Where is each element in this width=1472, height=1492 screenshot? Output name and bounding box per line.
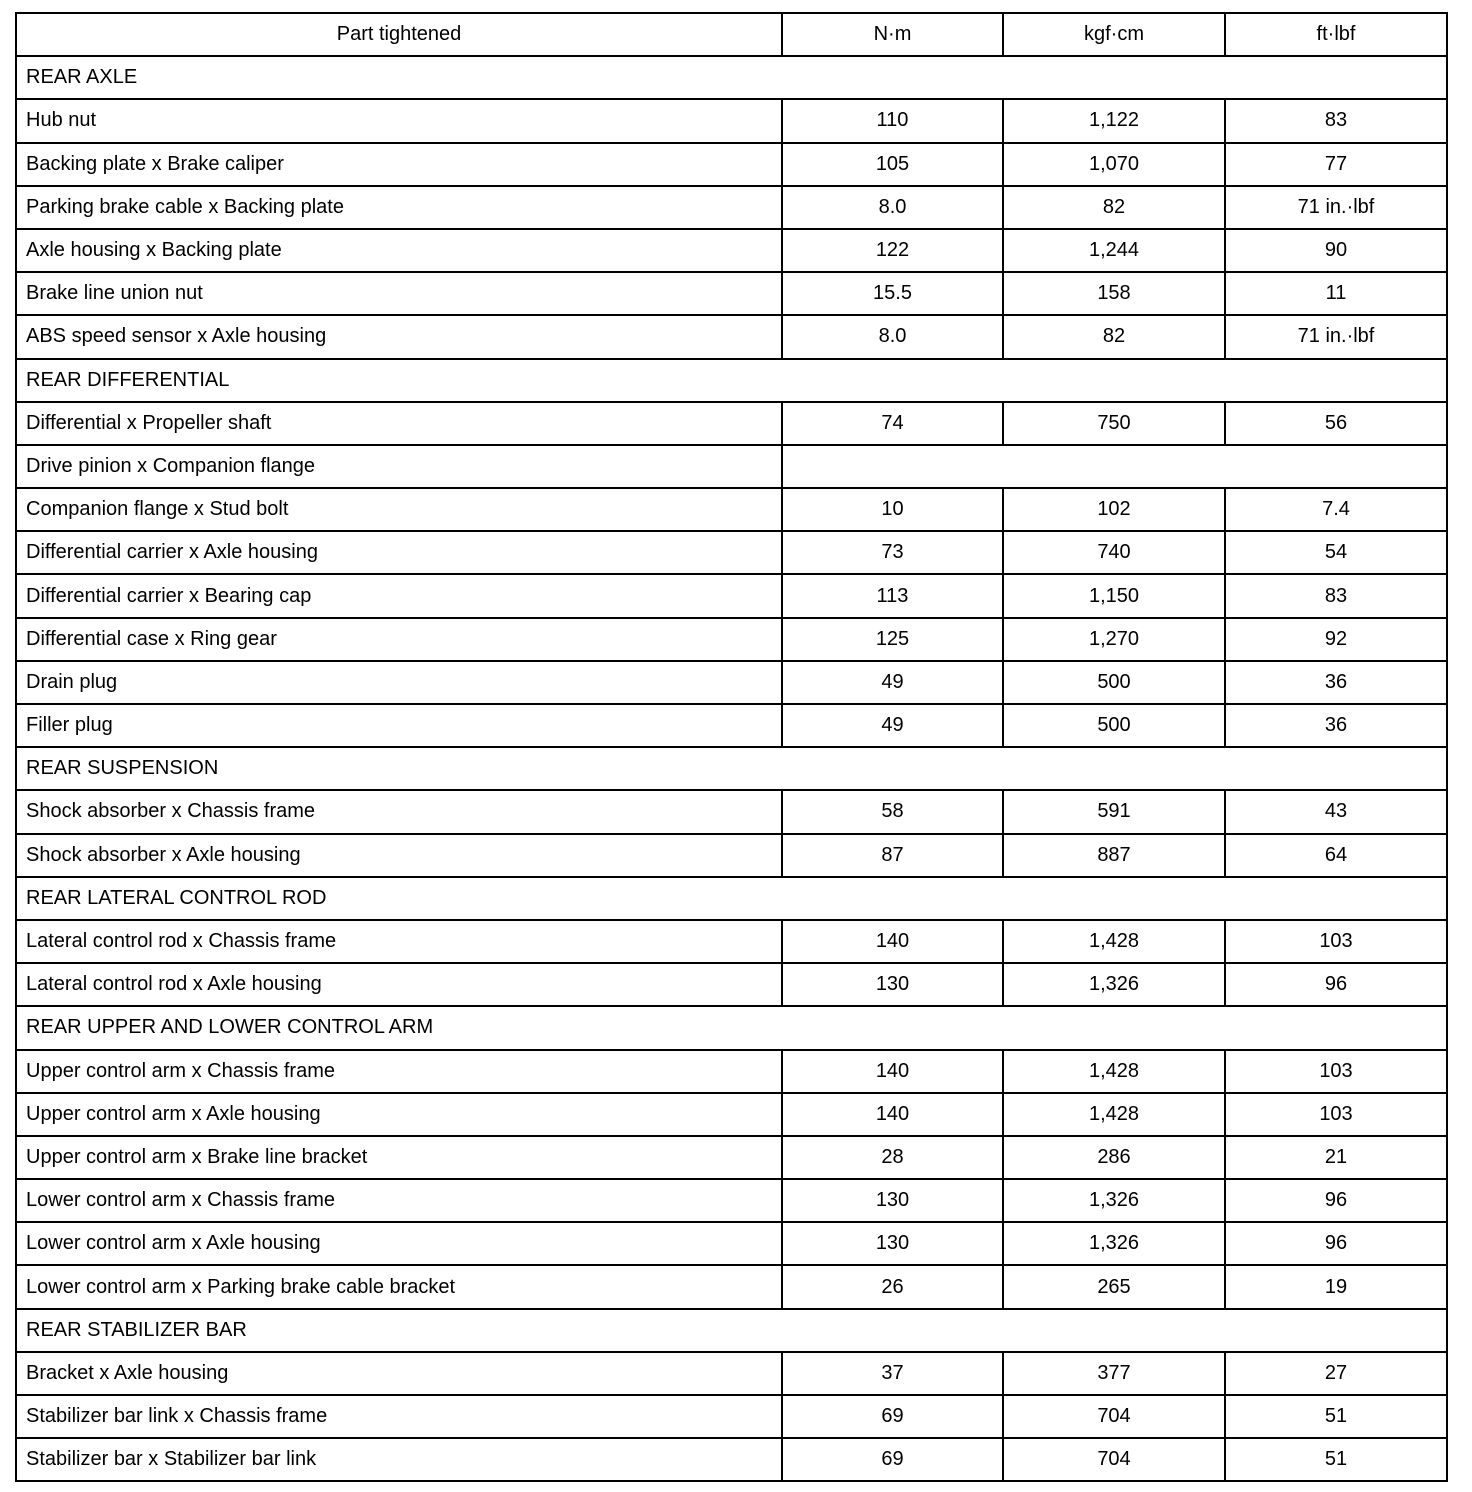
part-name-cell: Filler plug (16, 704, 782, 747)
ftlbf-value-cell: 43 (1225, 790, 1447, 833)
ftlbf-value-cell: 103 (1225, 1093, 1447, 1136)
section-row (16, 56, 1447, 99)
nm-value-cell: 130 (782, 1222, 1003, 1265)
section-row (16, 877, 1447, 920)
kgf-value-cell: 1,326 (1003, 1179, 1225, 1222)
torque-specification-table (15, 12, 1448, 1482)
section-heading: REAR LATERAL CONTROL ROD (16, 877, 1447, 920)
part-name-cell: Upper control arm x Axle housing (16, 1093, 782, 1136)
table-body (16, 56, 1447, 1481)
kgf-value-cell: 740 (1003, 531, 1225, 574)
nm-value-cell: 74 (782, 402, 1003, 445)
ftlbf-value-cell: 77 (1225, 143, 1447, 186)
nm-value-cell: 69 (782, 1438, 1003, 1481)
part-name-cell: Differential x Propeller shaft (16, 402, 782, 445)
part-name-cell: Drain plug (16, 661, 782, 704)
ftlbf-value-cell: 19 (1225, 1265, 1447, 1308)
ftlbf-value-cell: 36 (1225, 661, 1447, 704)
table-row (16, 143, 1447, 186)
nm-value-cell: 140 (782, 920, 1003, 963)
header-newton-meter: N·m (782, 13, 1003, 56)
nm-value-cell: 130 (782, 1179, 1003, 1222)
ftlbf-value-cell: 7.4 (1225, 488, 1447, 531)
section-heading: REAR SUSPENSION (16, 747, 1447, 790)
header-kgf-cm: kgf·cm (1003, 13, 1225, 56)
table-row (16, 229, 1447, 272)
nm-value-cell: 49 (782, 704, 1003, 747)
kgf-value-cell: 750 (1003, 402, 1225, 445)
part-name-cell: Shock absorber x Axle housing (16, 834, 782, 877)
part-name-cell: Brake line union nut (16, 272, 782, 315)
kgf-value-cell: 1,150 (1003, 574, 1225, 617)
nm-value-cell: 10 (782, 488, 1003, 531)
section-heading: REAR UPPER AND LOWER CONTROL ARM (16, 1006, 1447, 1049)
table-row (16, 574, 1447, 617)
table-row (16, 1222, 1447, 1265)
nm-value-cell: 8.0 (782, 186, 1003, 229)
section-heading: REAR DIFFERENTIAL (16, 359, 1447, 402)
ftlbf-value-cell: 103 (1225, 1050, 1447, 1093)
ftlbf-value-cell: 36 (1225, 704, 1447, 747)
table-row (16, 1093, 1447, 1136)
table-row (16, 661, 1447, 704)
part-name-cell: Lower control arm x Axle housing (16, 1222, 782, 1265)
ftlbf-value-cell: 64 (1225, 834, 1447, 877)
table-row (16, 963, 1447, 1006)
table-row (16, 272, 1447, 315)
header-ft-lbf: ft·lbf (1225, 13, 1447, 56)
kgf-value-cell: 1,428 (1003, 1050, 1225, 1093)
kgf-value-cell: 82 (1003, 315, 1225, 358)
ftlbf-value-cell: 11 (1225, 272, 1447, 315)
section-row (16, 1006, 1447, 1049)
nm-value-cell: 37 (782, 1352, 1003, 1395)
nm-value-cell: 8.0 (782, 315, 1003, 358)
part-name-cell: Stabilizer bar x Stabilizer bar link (16, 1438, 782, 1481)
table-row (16, 1395, 1447, 1438)
kgf-value-cell: 887 (1003, 834, 1225, 877)
ftlbf-value-cell: 83 (1225, 99, 1447, 142)
section-row (16, 1309, 1447, 1352)
part-name-cell: Stabilizer bar link x Chassis frame (16, 1395, 782, 1438)
table-row (16, 1050, 1447, 1093)
kgf-value-cell: 1,428 (1003, 920, 1225, 963)
header-part-tightened: Part tightened (16, 13, 782, 56)
ftlbf-value-cell: 27 (1225, 1352, 1447, 1395)
ftlbf-value-cell: 54 (1225, 531, 1447, 574)
kgf-value-cell: 500 (1003, 704, 1225, 747)
part-name-cell: Differential carrier x Bearing cap (16, 574, 782, 617)
table-row (16, 618, 1447, 661)
table-header-row (16, 13, 1447, 56)
kgf-value-cell: 704 (1003, 1395, 1225, 1438)
kgf-value-cell: 1,270 (1003, 618, 1225, 661)
table-row (16, 445, 1447, 488)
table-row (16, 1438, 1447, 1481)
part-name-cell: Upper control arm x Brake line bracket (16, 1136, 782, 1179)
part-name-cell: Upper control arm x Chassis frame (16, 1050, 782, 1093)
nm-value-cell: 49 (782, 661, 1003, 704)
kgf-value-cell: 1,070 (1003, 143, 1225, 186)
section-heading: REAR AXLE (16, 56, 1447, 99)
nm-value-cell: 73 (782, 531, 1003, 574)
nm-value-cell: 26 (782, 1265, 1003, 1308)
table-row (16, 99, 1447, 142)
ftlbf-value-cell: 96 (1225, 1222, 1447, 1265)
table-row (16, 1352, 1447, 1395)
ftlbf-value-cell: 83 (1225, 574, 1447, 617)
part-name-cell: Lower control arm x Chassis frame (16, 1179, 782, 1222)
table-row (16, 790, 1447, 833)
ftlbf-value-cell: 90 (1225, 229, 1447, 272)
part-name-cell: Hub nut (16, 99, 782, 142)
part-name-cell: Drive pinion x Companion flange (16, 445, 782, 488)
kgf-value-cell: 1,326 (1003, 963, 1225, 1006)
section-heading: REAR STABILIZER BAR (16, 1309, 1447, 1352)
nm-value-cell: 130 (782, 963, 1003, 1006)
kgf-value-cell: 265 (1003, 1265, 1225, 1308)
nm-value-cell: 105 (782, 143, 1003, 186)
ftlbf-value-cell: 56 (1225, 402, 1447, 445)
nm-value-cell: 110 (782, 99, 1003, 142)
kgf-value-cell: 1,244 (1003, 229, 1225, 272)
part-name-cell: Lateral control rod x Chassis frame (16, 920, 782, 963)
part-name-cell: Companion flange x Stud bolt (16, 488, 782, 531)
ftlbf-value-cell: 92 (1225, 618, 1447, 661)
nm-value-cell: 140 (782, 1093, 1003, 1136)
table-row (16, 704, 1447, 747)
table-row (16, 186, 1447, 229)
empty-value-cell (782, 445, 1447, 488)
table-row (16, 402, 1447, 445)
part-name-cell: Lateral control rod x Axle housing (16, 963, 782, 1006)
kgf-value-cell: 102 (1003, 488, 1225, 531)
kgf-value-cell: 1,428 (1003, 1093, 1225, 1136)
nm-value-cell: 122 (782, 229, 1003, 272)
ftlbf-value-cell: 51 (1225, 1395, 1447, 1438)
kgf-value-cell: 500 (1003, 661, 1225, 704)
ftlbf-value-cell: 96 (1225, 963, 1447, 1006)
part-name-cell: Bracket x Axle housing (16, 1352, 782, 1395)
table-row (16, 488, 1447, 531)
part-name-cell: Axle housing x Backing plate (16, 229, 782, 272)
part-name-cell: Shock absorber x Chassis frame (16, 790, 782, 833)
nm-value-cell: 28 (782, 1136, 1003, 1179)
kgf-value-cell: 377 (1003, 1352, 1225, 1395)
table-row (16, 920, 1447, 963)
table-row (16, 315, 1447, 358)
nm-value-cell: 15.5 (782, 272, 1003, 315)
nm-value-cell: 58 (782, 790, 1003, 833)
table-row (16, 531, 1447, 574)
kgf-value-cell: 82 (1003, 186, 1225, 229)
kgf-value-cell: 704 (1003, 1438, 1225, 1481)
part-name-cell: Backing plate x Brake caliper (16, 143, 782, 186)
ftlbf-value-cell: 51 (1225, 1438, 1447, 1481)
section-row (16, 359, 1447, 402)
nm-value-cell: 140 (782, 1050, 1003, 1093)
part-name-cell: Lower control arm x Parking brake cable bracket (16, 1265, 782, 1308)
part-name-cell: Differential case x Ring gear (16, 618, 782, 661)
kgf-value-cell: 158 (1003, 272, 1225, 315)
nm-value-cell: 125 (782, 618, 1003, 661)
kgf-value-cell: 591 (1003, 790, 1225, 833)
table-row (16, 834, 1447, 877)
part-name-cell: Parking brake cable x Backing plate (16, 186, 782, 229)
ftlbf-value-cell: 103 (1225, 920, 1447, 963)
table-row (16, 1136, 1447, 1179)
ftlbf-value-cell: 21 (1225, 1136, 1447, 1179)
table-row (16, 1179, 1447, 1222)
table-row (16, 1265, 1447, 1308)
nm-value-cell: 87 (782, 834, 1003, 877)
kgf-value-cell: 1,122 (1003, 99, 1225, 142)
part-name-cell: Differential carrier x Axle housing (16, 531, 782, 574)
part-name-cell: ABS speed sensor x Axle housing (16, 315, 782, 358)
nm-value-cell: 69 (782, 1395, 1003, 1438)
ftlbf-value-cell: 71 in.·lbf (1225, 186, 1447, 229)
kgf-value-cell: 286 (1003, 1136, 1225, 1179)
section-row (16, 747, 1447, 790)
nm-value-cell: 113 (782, 574, 1003, 617)
kgf-value-cell: 1,326 (1003, 1222, 1225, 1265)
ftlbf-value-cell: 71 in.·lbf (1225, 315, 1447, 358)
ftlbf-value-cell: 96 (1225, 1179, 1447, 1222)
